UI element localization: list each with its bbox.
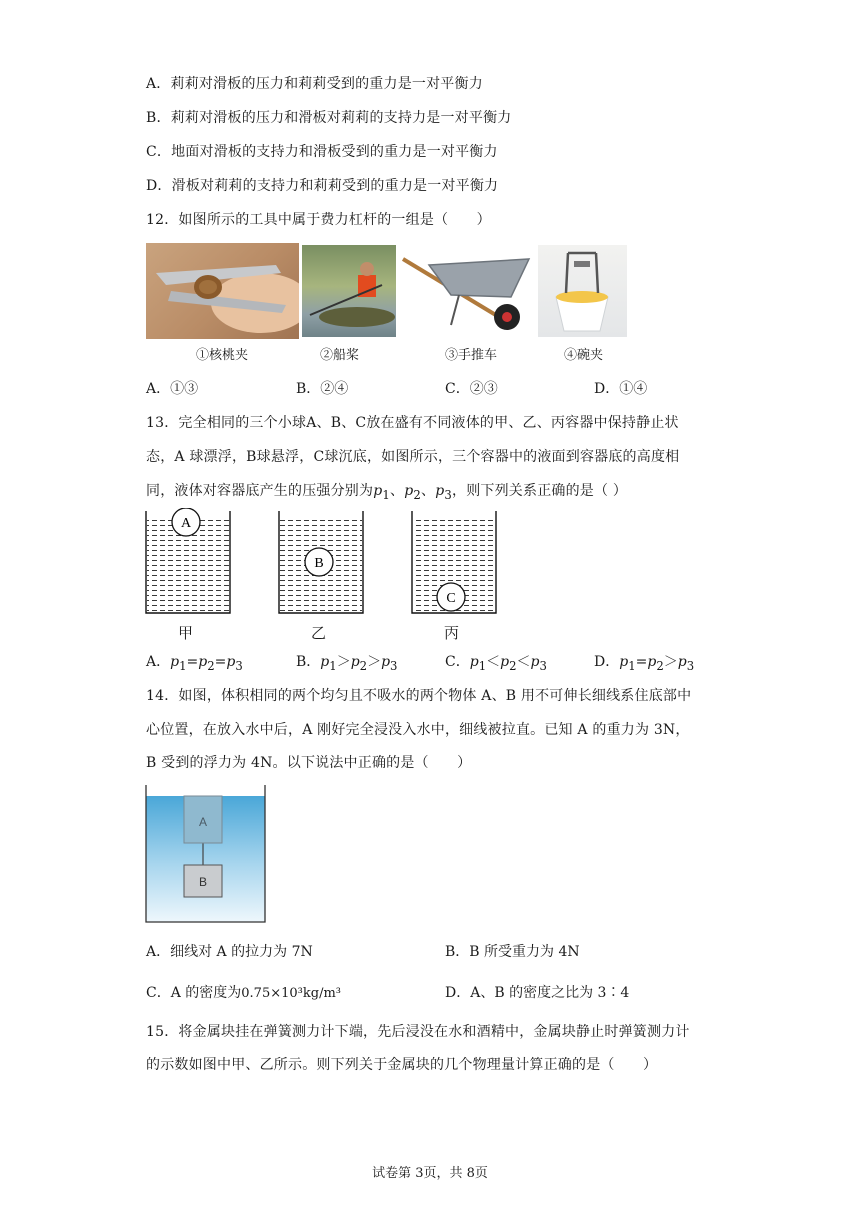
container-label-jia: 甲 — [178, 624, 194, 642]
q12-stem: 12．如图所示的工具中属于费力杠杆的一组是（ ） — [146, 212, 491, 228]
q13-stem-line2: 态，A 球漂浮，B球悬浮，C球沉底，如图所示，三个容器中的液面到容器底的高度相 — [146, 449, 680, 465]
walnut-cracker-photo — [146, 243, 299, 339]
boat-paddle-photo — [302, 245, 396, 337]
three-containers-diagram — [144, 508, 504, 618]
q14-option-c: C．A 的密度为0.75×10³kg/m³ — [146, 985, 341, 1001]
block-b — [184, 865, 222, 897]
container-label-yi: 乙 — [311, 624, 327, 642]
q11-option-a: A．莉莉对滑板的压力和莉莉受到的重力是一对平衡力 — [146, 76, 483, 92]
svg-text:B: B — [198, 875, 208, 889]
q13-stem-line1: 13．完全相同的三个小球A、B、C放在盛有不同液体的甲、乙、丙容器中保持静止状 — [146, 415, 679, 431]
q13-stem-line3: 同，液体对容器底产生的压强分别为$p_1$、$p_2$、$p_3$，则下列关系正确的是（ ） — [146, 483, 628, 502]
q12-option-c: C．②③ — [445, 381, 498, 397]
q11-option-b: B．莉莉对滑板的压力和滑板对莉莉的支持力是一对平衡力 — [146, 110, 512, 126]
bowl-clamp-photo — [538, 245, 627, 337]
q14-option-d: D．A、B 的密度之比为 3∶4 — [445, 985, 630, 1001]
q12-option-b: B．②④ — [296, 381, 349, 397]
q13-option-a: A．$p_1=p_2=p_3$ — [146, 654, 243, 673]
svg-text:B: B — [314, 556, 324, 571]
svg-text:A: A — [180, 516, 192, 531]
q13-option-d: D．$p_1=p_2>p_3$ — [594, 654, 695, 673]
ball-c — [437, 583, 465, 611]
water-tank-diagram — [145, 784, 267, 924]
caption-walnut-cracker: ①核桃夹 — [196, 348, 249, 363]
q11-option-d: D．滑板对莉莉的支持力和莉莉受到的重力是一对平衡力 — [146, 178, 499, 194]
page-footer: 试卷第 3页，共 8页 — [372, 1166, 488, 1181]
q15-stem-line1: 15．将金属块挂在弹簧测力计下端，先后浸没在水和酒精中，金属块静止时弹簧测力计 — [146, 1024, 690, 1040]
q14-option-a: A．细线对 A 的拉力为 7N — [146, 944, 313, 960]
svg-text:A: A — [198, 815, 208, 829]
q12-option-a: A．①③ — [146, 381, 199, 397]
q15-stem-line2: 的示数如图中甲、乙所示。则下列关于金属块的几个物理量计算正确的是（ ） — [146, 1057, 658, 1073]
svg-text:C: C — [446, 591, 456, 606]
q14-stem-line1: 14．如图，体积相同的两个均匀且不吸水的两个物体 A、B 用不可伸长细线系住底部中 — [146, 688, 692, 704]
ball-a — [172, 508, 200, 536]
caption-wheelbarrow: ③手推车 — [445, 348, 498, 363]
ball-b — [305, 548, 333, 576]
wheelbarrow-photo — [399, 245, 534, 337]
q14-option-b: B．B 所受重力为 4N — [445, 944, 580, 960]
block-a — [184, 796, 222, 843]
container-label-bing: 丙 — [444, 624, 460, 642]
q11-option-c: C．地面对滑板的支持力和滑板受到的重力是一对平衡力 — [146, 144, 498, 160]
q14-stem-line3: B 受到的浮力为 4N。以下说法中正确的是（ ） — [146, 755, 472, 771]
q14-stem-line2: 心位置，在放入水中后，A 刚好完全浸没入水中，细线被拉直。已知 A 的重力为 3N， — [146, 722, 690, 738]
q13-option-b: B．$p_1>p_2>p_3$ — [296, 654, 398, 673]
q13-option-c: C．$p_1<p_2<p_3$ — [445, 654, 547, 673]
q12-option-d: D．①④ — [594, 381, 648, 397]
caption-boat-paddle: ②船桨 — [320, 348, 360, 363]
caption-bowl-clamp: ④碗夹 — [564, 348, 604, 363]
